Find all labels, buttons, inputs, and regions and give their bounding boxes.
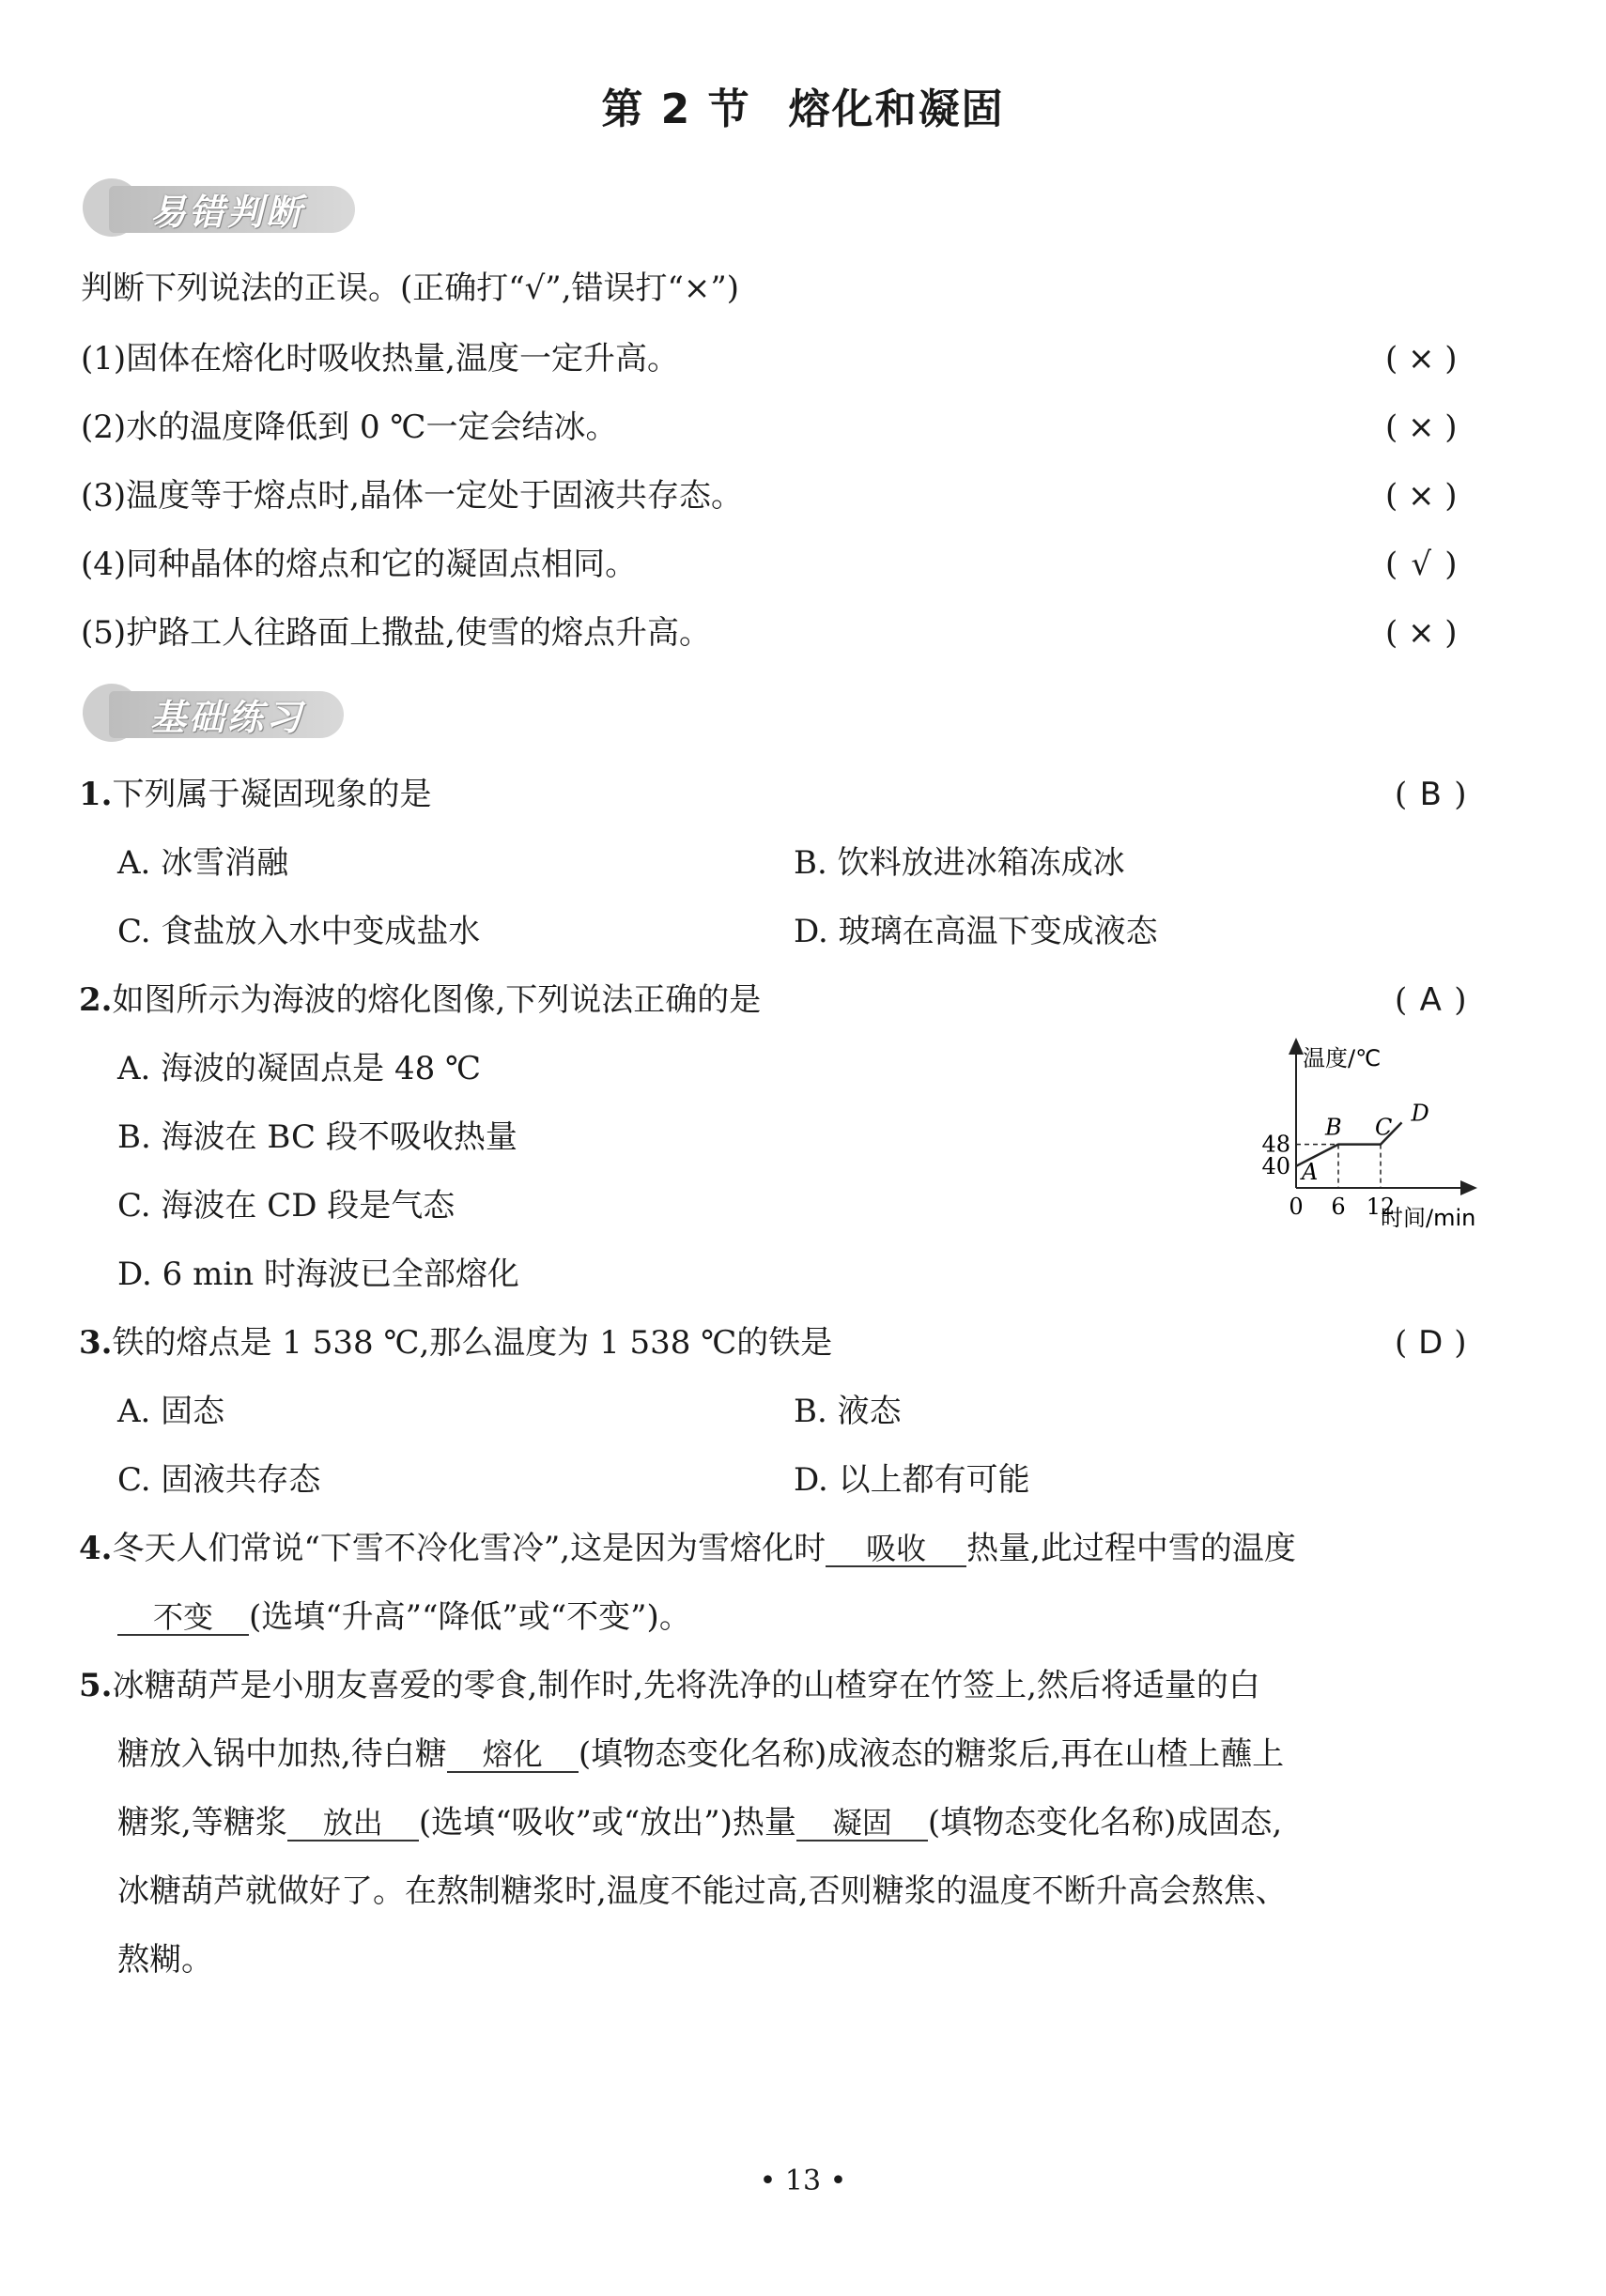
banner-basic-practice: [83, 686, 355, 742]
question-5-line3: 糖浆,等糖浆 放出 (选填“吸收”或“放出”)热量 凝固 (填物态变化名称)成固态,: [117, 1804, 1283, 1841]
q1-option-a: A. 冰雪消融: [117, 844, 289, 882]
answer-mark: ×: [1408, 614, 1435, 652]
y-tick-label: 40: [1261, 1152, 1290, 1179]
answer-paren-q3: ( D ): [1395, 1324, 1467, 1362]
section-number: 第 2 节: [601, 85, 751, 133]
point-label-c: C: [1375, 1114, 1393, 1141]
question-5-line5: 熬糊。: [117, 1941, 213, 1979]
answer-mark: ×: [1408, 477, 1435, 515]
answer-paren-j3: ( × ): [1385, 477, 1458, 515]
q3-option-c: C. 固液共存态: [117, 1461, 321, 1499]
banner-label: 易错判断: [150, 191, 305, 233]
page-title: [0, 75, 1606, 135]
blank-melt: 熔化: [447, 1737, 579, 1773]
blank-absorb: 吸收: [826, 1532, 966, 1567]
q3-option-b: B. 液态: [794, 1393, 902, 1430]
judgement-item-4: (4)同种晶体的熔点和它的凝固点相同。: [81, 546, 638, 583]
answer-paren-j2: ( × ): [1385, 408, 1458, 446]
x-tick-label: 0: [1289, 1194, 1304, 1220]
answer-mark: ×: [1408, 340, 1435, 378]
question-4-cont: 不变 (选填“升高”“降低”或“不变”)。: [117, 1598, 691, 1636]
y-axis-label: 温度/℃: [1303, 1045, 1382, 1071]
blank-unchanged: 不变: [117, 1600, 249, 1636]
q1-option-c: C. 食盐放入水中变成盐水: [117, 913, 481, 950]
blank-release: 放出: [287, 1806, 419, 1841]
judgement-item-2: (2)水的温度降低到 0 ℃一定会结冰。: [81, 408, 618, 446]
q2-option-a: A. 海波的凝固点是 48 ℃: [117, 1050, 482, 1087]
answer-paren-q2: ( A ): [1395, 981, 1467, 1019]
question-5: 5.冰糖葫芦是小朋友喜爱的零食,制作时,先将洗净的山楂穿在竹签上,然后将适量的白: [79, 1667, 1260, 1704]
point-label-b: B: [1325, 1114, 1342, 1141]
q3-option-a: A. 固态: [117, 1393, 225, 1430]
blank-solidify: 凝固: [796, 1806, 928, 1841]
answer-mark: √: [1411, 546, 1432, 583]
q2-option-d: D. 6 min 时海波已全部熔化: [117, 1256, 519, 1293]
judgement-item-3: (3)温度等于熔点时,晶体一定处于固液共存态。: [81, 477, 743, 515]
judgement-item-5: (5)护路工人往路面上撒盐,使雪的熔点升高。: [81, 614, 711, 652]
x-tick-label: 12: [1366, 1194, 1396, 1220]
point-label-a: A: [1302, 1158, 1319, 1185]
answer-paren-j4: ( √ ): [1385, 546, 1458, 583]
section-name: 熔化和凝固: [788, 85, 1005, 133]
answer-mark: ×: [1408, 408, 1435, 446]
question-3: 3.铁的熔点是 1 538 ℃,那么温度为 1 538 ℃的铁是: [79, 1324, 833, 1362]
x-tick-label: 6: [1331, 1194, 1346, 1220]
question-2: 2.如图所示为海波的熔化图像,下列说法正确的是: [79, 981, 762, 1019]
q1-option-d: D. 玻璃在高温下变成液态: [794, 913, 1158, 950]
x-axis-label: 时间/min: [1381, 1205, 1476, 1231]
banner-easy-mistakes: [83, 180, 364, 237]
answer-paren-j5: ( × ): [1385, 614, 1458, 652]
question-5-line4: 冰糖葫芦就做好了。在熬制糖浆时,温度不能过高,否则糖浆的温度不断升高会熬焦、: [117, 1872, 1288, 1910]
answer-mark: D: [1418, 1324, 1444, 1362]
y-tick-label: 48: [1261, 1131, 1290, 1158]
question-1: 1.下列属于凝固现象的是: [79, 776, 432, 813]
answer-paren-j1: ( × ): [1385, 340, 1458, 378]
q3-option-d: D. 以上都有可能: [794, 1461, 1030, 1499]
q2-option-b: B. 海波在 BC 段不吸收热量: [117, 1118, 517, 1156]
point-label-d: D: [1411, 1100, 1429, 1127]
banner-label: 基础练习: [150, 696, 305, 738]
judgement-item-1: (1)固体在熔化时吸收热量,温度一定升高。: [81, 340, 679, 378]
answer-mark: A: [1419, 981, 1442, 1019]
page-number: • 13 •: [759, 2165, 847, 2197]
q2-option-c: C. 海波在 CD 段是气态: [117, 1187, 456, 1225]
question-5-line2: 糖放入锅中加热,待白糖 熔化 (填物态变化名称)成液态的糖浆后,再在山楂上蘸上: [117, 1735, 1285, 1773]
answer-paren-q1: ( B ): [1395, 776, 1467, 813]
question-4: 4.冬天人们常说“下雪不冷化雪冷”,这是因为雪熔化时 吸收 热量,此过程中雪的温度: [79, 1530, 1296, 1567]
melting-graph: [1254, 1038, 1526, 1244]
q1-option-b: B. 饮料放进冰箱冻成冰: [794, 844, 1125, 882]
judgement-instruction: 判断下列说法的正误。(正确打“√”,错误打“×”): [81, 270, 740, 307]
answer-mark: B: [1419, 776, 1442, 813]
